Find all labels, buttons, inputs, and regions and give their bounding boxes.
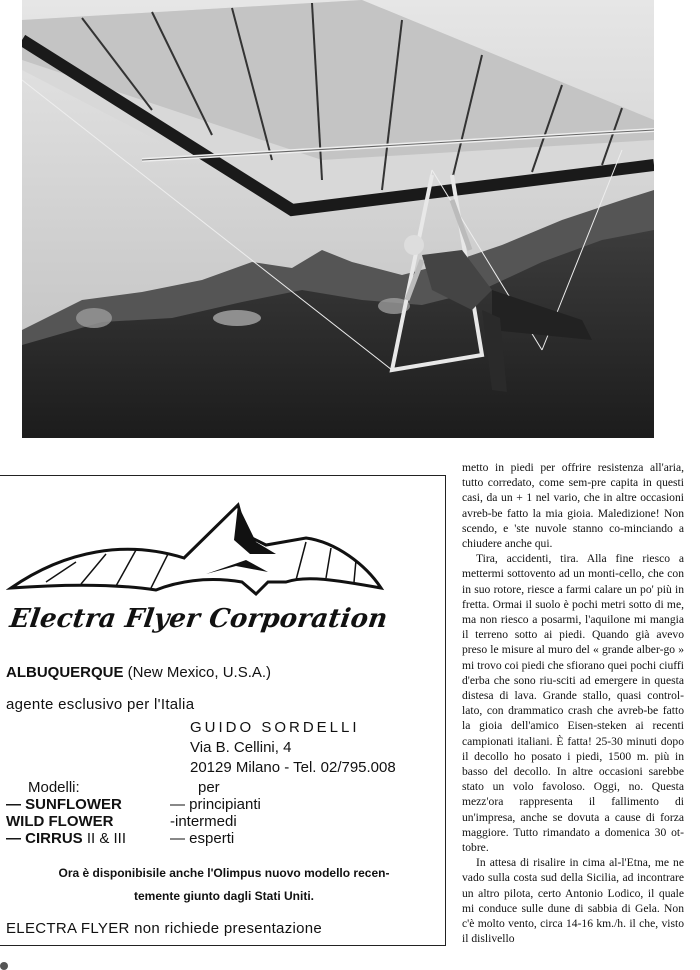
- models-list: [6, 779, 261, 847]
- agent-name: GUIDO SORDELLI: [190, 719, 360, 736]
- agent-city-tel: 20129 Milano - Tel. 02/795.008: [190, 759, 396, 776]
- brand-name: Electra Flyer Corporation: [7, 604, 390, 634]
- model-name: — SUNFLOWER: [6, 796, 122, 813]
- company-location: [6, 664, 271, 681]
- electra-flyer-advertisement: [0, 475, 446, 946]
- region-name: (New Mexico, U.S.A.): [123, 664, 272, 681]
- olimpus-note: [24, 862, 424, 908]
- models-per: per: [198, 779, 220, 796]
- model-level: — esperti: [170, 830, 235, 847]
- article-paragraph: Tira, accidenti, tira. Alla fine riesco a mettermi sottovento ad un monti-cello, che con in suo rotore, riesce a farmi calare un po' più in fretta. Ormai il suolo è pochi metri sotto di me, ma non riesco a posarmi, l'aquilone mi mangia il terreno sotto ai piedi. Quando già avevo preso le misure al muro del « grande alber-go » mi trovo coi piedi che sfiorano quei pochi ciuffi d'erba che sono riu-sciti ad emergere in questa distesa di lava. Grande stallo, quasi control-lato, con drammatico crash che avreb-be fatto la gioia dell'amico Eisen-steken ai recenti campionati italiani. È fatta! 25-30 minuti dopo il decollo ho posato i piedi, 1500 m. più in basso del decollo. In altre occasioni sarebbe stato un volo favoloso. Oggi, no. Questa mezz'ora rappresenta il fallimento di un'impresa, anche se dovuta a cause di forza maggiore. Tutto rimandato a domenica 30 ot-tobre.: [462, 552, 684, 855]
- hang-glider-photo: [22, 0, 654, 438]
- page-edge-mark: [0, 962, 8, 970]
- pterodactyl-logo-icon: [6, 490, 386, 600]
- model-level: — principianti: [170, 796, 261, 813]
- article-paragraph: metto in piedi per offrire resistenza all'aria, tutto corredato, come sem-pre capita in questi casi, da un + 1 nel vario, che in altre occasioni avreb-be fatto la mia gioia. Maledizione! Non scendo, e 'ste nuvole stanno co-minciando a chiudere anche qui.: [462, 461, 684, 551]
- model-row: [6, 830, 261, 847]
- agent-address: [190, 718, 396, 778]
- model-name: WILD FLOWER: [6, 813, 114, 830]
- model-row: [6, 813, 261, 830]
- note-line: Ora è disponibisile anche l'Olimpus nuovo modello recen-: [58, 866, 390, 880]
- article-column: [462, 460, 684, 947]
- article-paragraph: In attesa di risalire in cima al-l'Etna, me ne vado sulla costa sud della Sicilia, ad incontrare un altro pilota, certo Antonio Lodico, il quale mi conduce sulle dune di sabbia di Gela. Non c'è molto vento, circa 14-16 km./h. il che, visto il dislivello: [462, 856, 684, 946]
- agent-street: Via B. Cellini, 4: [190, 739, 292, 756]
- models-label: Modelli:: [28, 779, 80, 796]
- model-name: — CIRRUS: [6, 830, 83, 847]
- city-name: ALBUQUERQUE: [6, 664, 124, 681]
- model-row: [6, 796, 261, 813]
- agent-line: agente esclusivo per l'Italia: [6, 696, 195, 713]
- ad-footer: ELECTRA FLYER non richiede presentazione: [6, 920, 323, 937]
- note-line: temente giunto dagli Stati Uniti.: [134, 889, 314, 903]
- model-suffix: II & III: [82, 830, 127, 847]
- model-level: -intermedi: [170, 813, 237, 830]
